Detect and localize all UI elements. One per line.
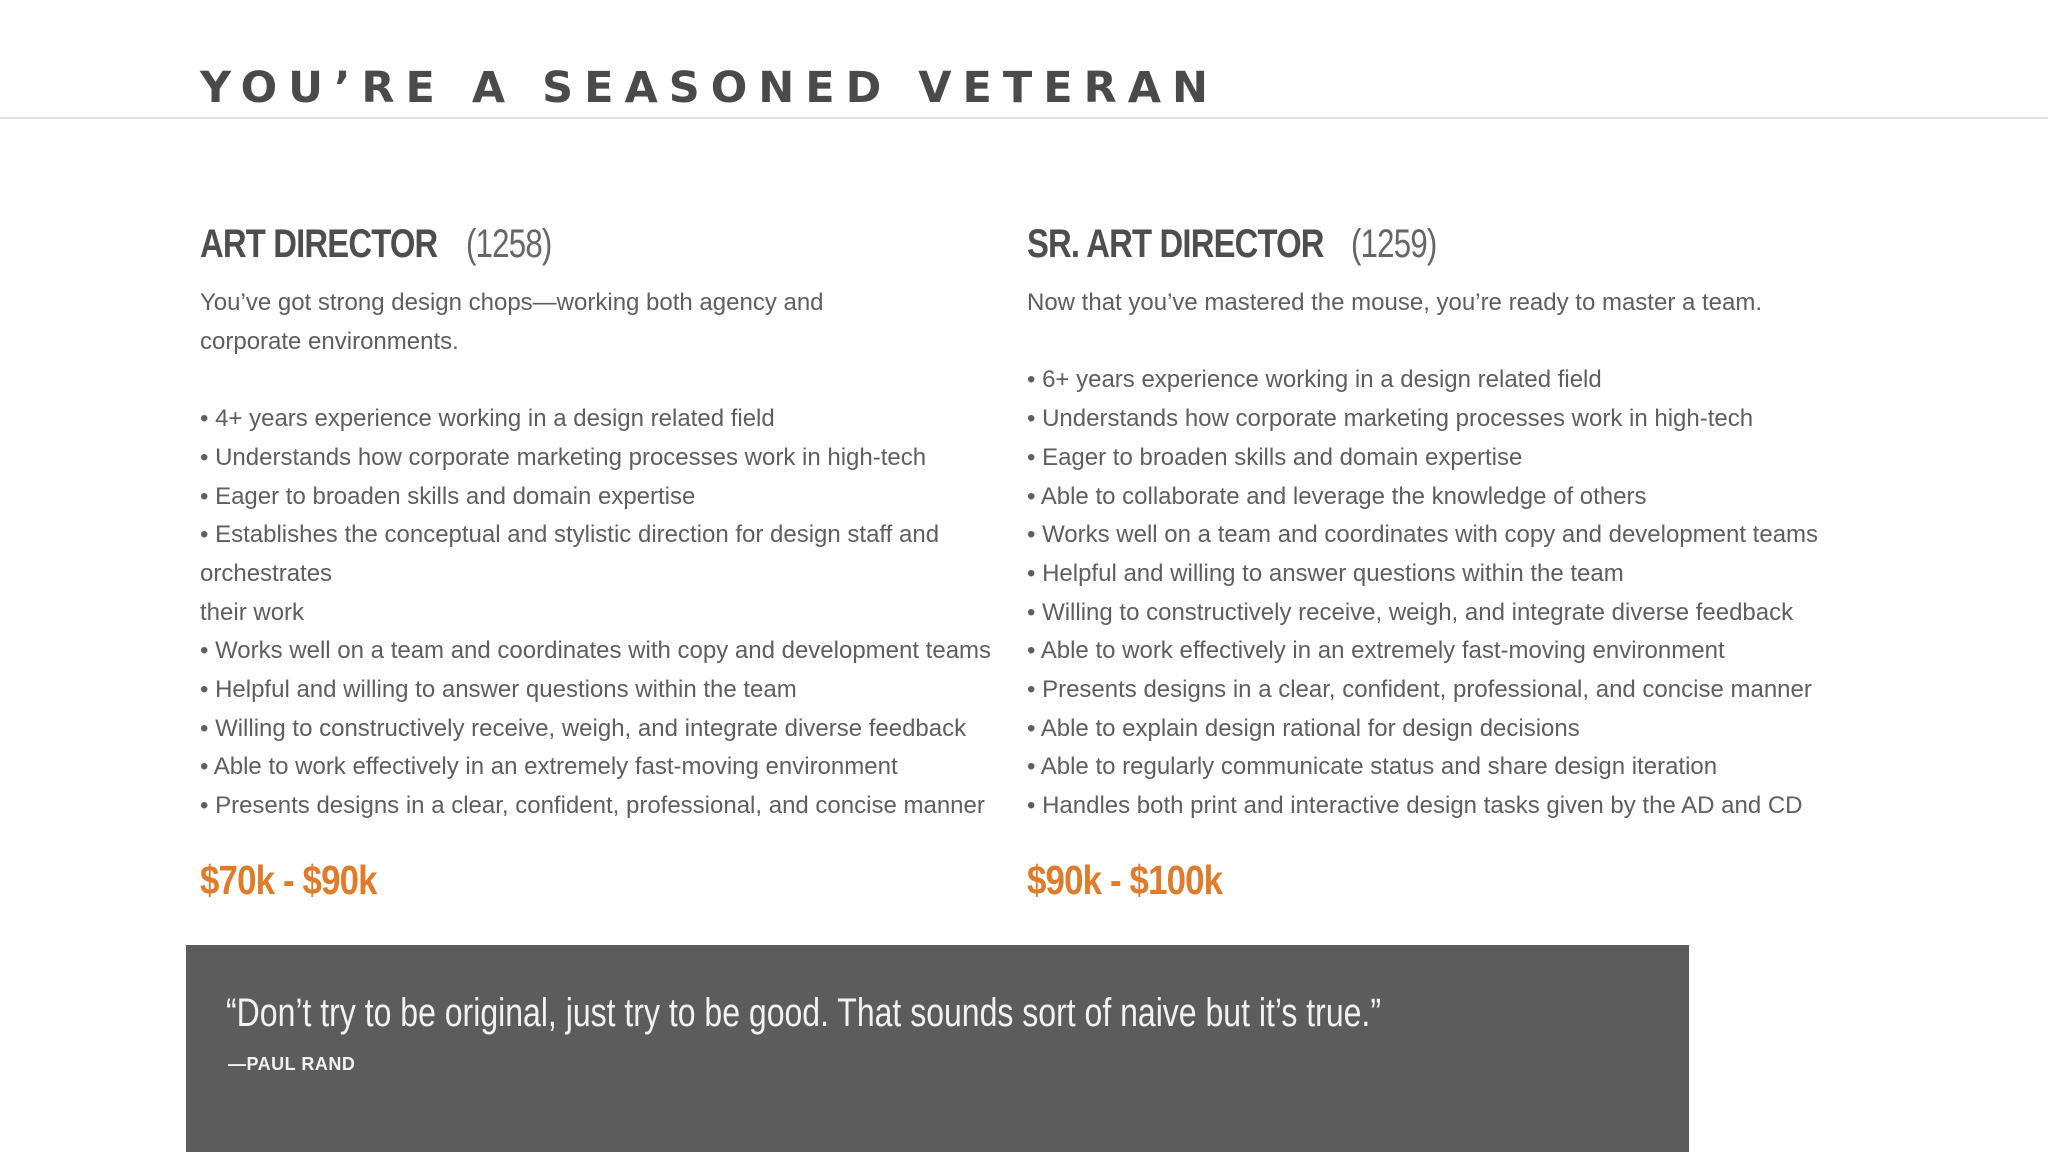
requirement-item: • Eager to broaden skills and domain expertise bbox=[200, 482, 696, 510]
requirement-item: • Able to work effectively in an extremely fast-moving environment bbox=[200, 753, 898, 781]
requirement-item: orchestrates bbox=[200, 559, 333, 587]
requirement-item: • Helpful and willing to answer questions within the team bbox=[200, 676, 797, 704]
description-line: You’ve got strong design chops—working both agency and bbox=[200, 289, 824, 316]
description-line: Now that you’ve mastered the mouse, you’re ready to master a team. bbox=[1027, 289, 1763, 316]
requirement-item: • Understands how corporate marketing processes work in high-tech bbox=[1027, 405, 1754, 433]
salary-range: $90k - $100k bbox=[1027, 857, 1223, 903]
role-column-art-director bbox=[200, 215, 1020, 826]
requirement-item: • Presents designs in a clear, confident, professional, and concise manner bbox=[1027, 676, 1812, 704]
requirement-item: • Able to work effectively in an extremely fast-moving environment bbox=[1027, 637, 1725, 665]
page-title: YOU’RE A SEASONED VETERAN bbox=[200, 63, 1220, 113]
requirement-item: • Willing to constructively receive, weigh, and integrate diverse feedback bbox=[200, 714, 967, 742]
description-line: corporate environments. bbox=[200, 327, 459, 355]
requirement-item: • Willing to constructively receive, weigh, and integrate diverse feedback bbox=[1027, 598, 1794, 626]
quote-text: “Don’t try to be original, just try to be good. That sounds sort of naive but it’s true.” bbox=[226, 991, 1381, 1035]
requirement-item: • Helpful and willing to answer questions within the team bbox=[1027, 559, 1624, 587]
quote-panel bbox=[186, 945, 1689, 1152]
role-column-sr-art-director bbox=[1027, 215, 2027, 826]
requirement-item: • Works well on a team and coordinates with copy and development teams bbox=[1027, 521, 1819, 549]
requirement-item: • Works well on a team and coordinates with copy and development teams bbox=[200, 637, 992, 665]
job-title bbox=[1027, 215, 2027, 273]
job-title-name: SR. ART DIRECTOR bbox=[1027, 222, 1324, 266]
job-description bbox=[1027, 284, 2027, 826]
requirement-item: • Eager to broaden skills and domain expertise bbox=[1027, 443, 1523, 471]
salary-range: $70k - $90k bbox=[200, 857, 377, 903]
job-code: (1258) bbox=[465, 222, 552, 266]
requirement-item: • 6+ years experience working in a design related field bbox=[1027, 366, 1602, 394]
spacer-line bbox=[1027, 323, 2027, 362]
requirement-item: their work bbox=[200, 598, 305, 626]
requirement-item: • Able to collaborate and leverage the knowledge of others bbox=[1027, 482, 1647, 510]
requirement-item: • Presents designs in a clear, confident, professional, and concise manner bbox=[200, 792, 985, 820]
job-title bbox=[200, 215, 1020, 273]
requirement-item: • Able to explain design rational for design decisions bbox=[1027, 714, 1580, 742]
spacer-line bbox=[200, 361, 1020, 400]
requirement-item: • Understands how corporate marketing processes work in high-tech bbox=[200, 443, 927, 471]
job-description bbox=[200, 284, 1020, 826]
requirement-item: • 4+ years experience working in a design related field bbox=[200, 405, 775, 433]
job-code: (1259) bbox=[1350, 222, 1437, 266]
requirement-item: • Handles both print and interactive design tasks given by the AD and CD bbox=[1027, 792, 1803, 820]
title-divider bbox=[0, 117, 2048, 119]
requirement-item: • Establishes the conceptual and stylistic direction for design staff and bbox=[200, 521, 940, 549]
quote-author: —PAUL RAND bbox=[228, 1054, 356, 1074]
job-title-name: ART DIRECTOR bbox=[200, 222, 438, 266]
requirement-item: • Able to regularly communicate status and share design iteration bbox=[1027, 753, 1718, 781]
